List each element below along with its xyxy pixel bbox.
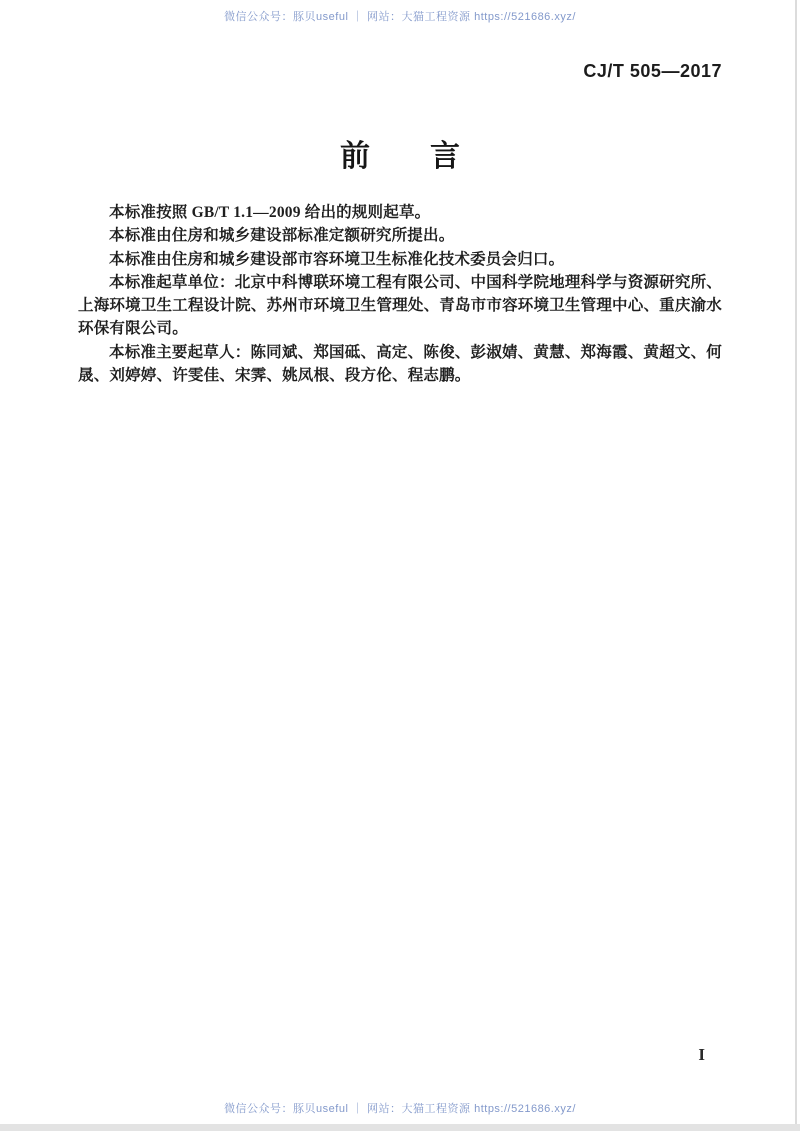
foreword-body (78, 201, 722, 387)
scan-edge-line (795, 0, 797, 1124)
foreword-paragraph: 本标准主要起草人：陈同斌、郑国砥、高定、陈俊、彭淑婧、黄慧、郑海霞、黄超文、何晟、刘婷婷、许雯佳、宋霁、姚凤根、段方伦、程志鹏。 (78, 343, 722, 385)
page-number: I (698, 1045, 705, 1064)
foreword-paragraph: 本标准按照 GB/T 1.1—2009 给出的规则起草。 (109, 204, 431, 221)
watermark-bottom: 微信公众号：豚贝useful ｜ 网站：大猫工程资源 https://521686.xyz/ (224, 1103, 576, 1115)
foreword-paragraph: 本标准由住房和城乡建设部市容环境卫生标准化技术委员会归口。 (109, 250, 565, 268)
foreword-paragraph: 本标准起草单位：北京中科博联环境工程有限公司、中国科学院地理科学与资源研究所、上海环境卫生工程设计院、苏州市环境卫生管理处、青岛市市容环境卫生管理中心、重庆渝水环保有限公司。 (78, 273, 722, 338)
watermark-top: 微信公众号：豚贝useful ｜ 网站：大猫工程资源 https://521686.xyz/ (224, 11, 576, 23)
standard-code: CJ/T 505—2017 (583, 61, 722, 81)
scan-bottom-strip (0, 1124, 800, 1131)
page-title: 前 言 (340, 140, 460, 173)
foreword-paragraph: 本标准由住房和城乡建设部标准定额研究所提出。 (109, 227, 455, 245)
